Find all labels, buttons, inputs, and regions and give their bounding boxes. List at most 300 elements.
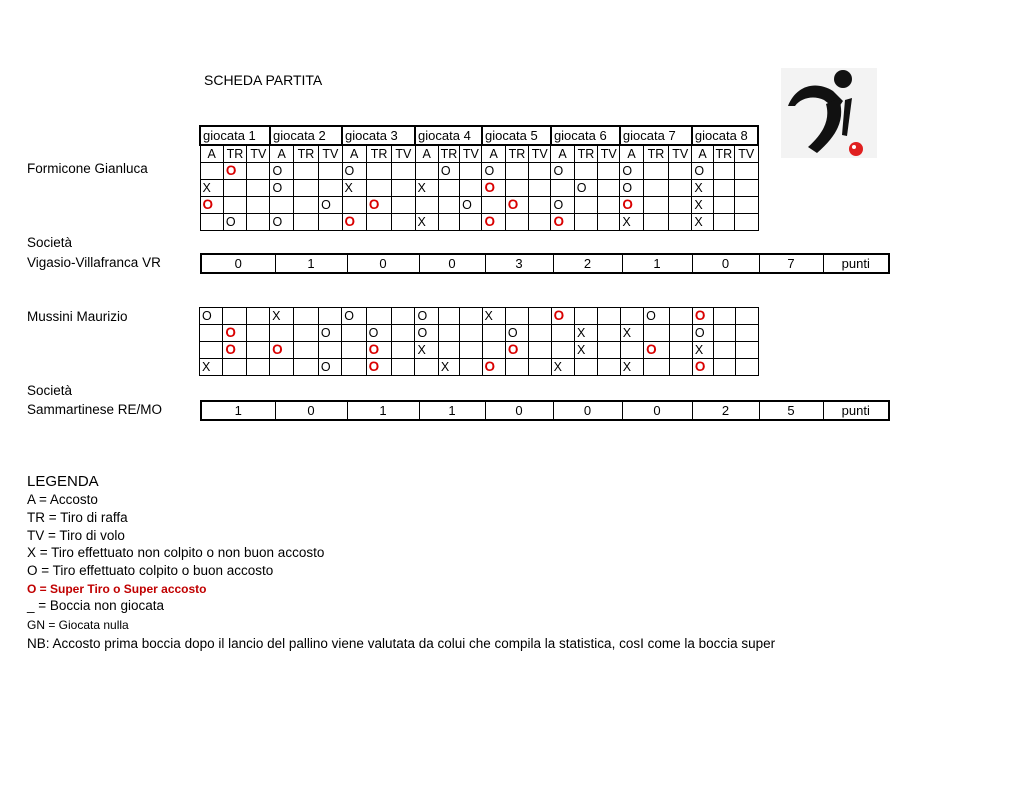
shot-type-header: TR — [366, 145, 391, 163]
shot-cell — [270, 308, 293, 325]
shot-cell — [529, 163, 551, 180]
shot-cell — [200, 197, 223, 214]
shot-cell — [293, 342, 318, 359]
super-mark: O — [202, 197, 214, 212]
shot-cell — [342, 325, 366, 342]
hit-mark: O — [694, 164, 705, 178]
shot-cell — [270, 197, 293, 214]
shot-cell — [714, 308, 735, 325]
shot-cell — [293, 325, 318, 342]
shot-cell — [482, 325, 505, 342]
super-mark: O — [368, 197, 380, 212]
shot-cell — [200, 308, 223, 325]
shot-cell — [366, 214, 391, 231]
game-header: giocata 3 — [342, 126, 415, 145]
game-score: 0 — [201, 254, 275, 273]
shot-type-header: A — [415, 145, 438, 163]
miss-mark: X — [694, 181, 703, 195]
shot-cell — [415, 180, 438, 197]
shot-cell — [460, 308, 482, 325]
shot-cell — [735, 325, 758, 342]
shot-type-header: TV — [598, 145, 620, 163]
shot-cell — [293, 163, 318, 180]
shot-cell — [669, 342, 692, 359]
shot-type-header: TR — [293, 145, 318, 163]
shot-cell — [620, 163, 643, 180]
shot-cell — [735, 163, 758, 180]
hit-mark: O — [344, 164, 355, 178]
miss-mark: X — [344, 181, 353, 195]
shot-cell — [415, 197, 438, 214]
shot-type-header: TV — [460, 145, 482, 163]
shot-cell — [529, 214, 551, 231]
hit-mark: O — [321, 198, 331, 212]
shot-cell — [366, 163, 391, 180]
super-mark: O — [225, 342, 236, 357]
shot-type-header: TV — [735, 145, 758, 163]
legend-note: NB: Accosto prima boccia dopo il lancio del pallino viene valutata da colui che compila la statistica, cosI come la boccia super — [27, 636, 776, 651]
shot-cell — [505, 325, 528, 342]
shot-cell — [598, 180, 620, 197]
shot-cell — [438, 325, 459, 342]
shot-cell — [643, 214, 668, 231]
total-score: 7 — [759, 254, 823, 273]
shot-type-header: TV — [319, 145, 342, 163]
shot-cell — [529, 197, 551, 214]
shot-cell — [366, 359, 391, 376]
shot-type-header: TV — [392, 145, 415, 163]
shot-cell — [482, 342, 505, 359]
super-mark: O — [484, 359, 496, 374]
shot-cell — [392, 197, 415, 214]
shot-cell — [223, 163, 246, 180]
shot-cell — [438, 342, 459, 359]
miss-mark: X — [202, 360, 211, 374]
shot-cell — [669, 163, 692, 180]
miss-mark: X — [694, 343, 704, 357]
shot-type-header: A — [482, 145, 505, 163]
legend-item: TV = Tiro di volo — [27, 528, 125, 543]
shot-cell — [714, 342, 735, 359]
super-mark: O — [553, 214, 564, 229]
game-score: 2 — [553, 254, 622, 273]
shot-cell — [342, 180, 366, 197]
shot-cell — [714, 325, 735, 342]
hit-mark: O — [694, 326, 705, 340]
shot-cell — [247, 214, 270, 231]
shot-type-header: A — [270, 145, 293, 163]
shot-cell — [223, 342, 246, 359]
shot-cell — [460, 214, 482, 231]
shot-cell — [415, 325, 438, 342]
shot-cell — [735, 359, 758, 376]
shot-cell — [366, 325, 391, 342]
page-title: SCHEDA PARTITA — [204, 72, 323, 88]
shot-cell — [575, 342, 598, 359]
shot-cell — [318, 308, 341, 325]
shot-cell — [735, 308, 758, 325]
shot-type-header: TV — [529, 145, 551, 163]
shot-cell — [551, 325, 574, 342]
shot-cell — [318, 342, 341, 359]
shot-cell — [200, 163, 223, 180]
shot-cell — [529, 325, 551, 342]
shot-cell — [692, 325, 713, 342]
shot-cell — [246, 308, 269, 325]
game-header: giocata 8 — [692, 126, 758, 145]
miss-mark: X — [417, 343, 426, 357]
hit-mark: O — [484, 164, 495, 178]
hit-mark: O — [344, 309, 355, 323]
hit-mark: O — [440, 164, 451, 178]
shot-cell — [482, 163, 505, 180]
miss-mark: X — [577, 326, 586, 340]
shot-cell — [270, 163, 293, 180]
shot-cell — [223, 180, 246, 197]
game-score: 0 — [622, 401, 692, 420]
shot-cell — [223, 308, 246, 325]
shot-cell — [620, 342, 643, 359]
game-score: 0 — [347, 254, 419, 273]
player-name: Formicone Gianluca — [27, 161, 148, 176]
shot-cell — [482, 197, 505, 214]
shot-cell — [598, 325, 620, 342]
shot-cell — [505, 214, 528, 231]
shot-cell — [460, 342, 482, 359]
shot-cell — [200, 359, 223, 376]
shot-cell — [574, 163, 597, 180]
shot-cell — [460, 163, 482, 180]
shot-cell — [575, 308, 598, 325]
shot-cell — [415, 342, 438, 359]
shot-cell — [505, 163, 528, 180]
miss-mark: X — [622, 360, 632, 374]
shot-cell — [620, 197, 643, 214]
super-mark: O — [368, 359, 380, 374]
legend-item: O = Tiro effettuato colpito o buon accosto — [27, 563, 274, 578]
shot-cell — [692, 308, 713, 325]
shot-cell — [574, 180, 597, 197]
shot-cell — [392, 308, 415, 325]
society-name: Sammartinese RE/MO — [27, 402, 163, 417]
score-row — [200, 400, 890, 421]
shot-cell — [505, 197, 528, 214]
shot-type-header: A — [692, 145, 713, 163]
shot-cell — [692, 214, 713, 231]
shot-cell — [342, 163, 366, 180]
miss-mark: X — [202, 181, 211, 195]
hit-mark: O — [553, 198, 564, 212]
shot-cell — [482, 180, 505, 197]
shot-cell — [293, 359, 318, 376]
super-mark: O — [272, 342, 283, 357]
shot-cell — [460, 180, 482, 197]
shot-cell — [247, 180, 270, 197]
shot-cell — [620, 308, 643, 325]
shot-cell — [529, 342, 551, 359]
shot-cell — [319, 180, 342, 197]
shot-cell — [293, 180, 318, 197]
shot-cell — [620, 325, 643, 342]
shot-cell — [574, 197, 597, 214]
shot-cell — [505, 342, 528, 359]
shot-cell — [200, 342, 223, 359]
super-mark: O — [484, 214, 495, 229]
shot-type-header: TV — [669, 145, 692, 163]
shot-cell — [342, 342, 366, 359]
shot-type-header: TR — [643, 145, 668, 163]
shot-cell — [438, 359, 459, 376]
hit-mark: O — [417, 309, 428, 323]
shot-cell — [575, 325, 598, 342]
shot-cell — [598, 342, 620, 359]
shot-cell — [529, 180, 551, 197]
shot-cell — [735, 214, 758, 231]
shot-cell — [438, 308, 459, 325]
shot-cell — [318, 325, 341, 342]
legend-heading: LEGENDA — [27, 473, 99, 490]
shot-cell — [270, 214, 293, 231]
throws-grid — [199, 307, 759, 376]
shot-cell — [505, 180, 528, 197]
total-score: 5 — [759, 401, 823, 420]
shot-cell — [270, 325, 293, 342]
shot-cell — [529, 308, 551, 325]
shot-cell — [438, 180, 459, 197]
shot-cell — [735, 180, 758, 197]
shot-cell — [246, 359, 269, 376]
hit-mark: O — [576, 181, 587, 195]
super-mark: O — [484, 180, 495, 195]
legend-item: X = Tiro effettuato non colpito o non buon accosto — [27, 545, 325, 560]
game-score: 0 — [553, 401, 622, 420]
shot-cell — [692, 163, 713, 180]
shot-cell — [415, 163, 438, 180]
shot-cell — [620, 214, 643, 231]
shot-cell — [713, 180, 734, 197]
super-mark: O — [507, 342, 519, 357]
shot-cell — [247, 197, 270, 214]
shot-cell — [692, 180, 713, 197]
game-score: 0 — [275, 401, 347, 420]
shot-cell — [319, 163, 342, 180]
shot-cell — [270, 342, 293, 359]
shot-cell — [392, 163, 415, 180]
shot-cell — [644, 342, 669, 359]
miss-mark: X — [622, 215, 631, 229]
shot-cell — [643, 180, 668, 197]
miss-mark: X — [694, 198, 703, 212]
shot-cell — [644, 325, 669, 342]
shot-cell — [574, 214, 597, 231]
shot-cell — [460, 197, 482, 214]
shot-cell — [482, 214, 505, 231]
shot-type-header: A — [342, 145, 366, 163]
shot-cell — [713, 163, 734, 180]
shot-type-header: TV — [247, 145, 270, 163]
miss-mark: X — [417, 181, 426, 195]
hit-mark: O — [202, 309, 212, 323]
shot-cell — [223, 359, 246, 376]
shot-cell — [460, 359, 482, 376]
game-header: giocata 2 — [270, 126, 342, 145]
game-score: 1 — [622, 254, 692, 273]
shot-cell — [714, 359, 735, 376]
shot-cell — [692, 342, 713, 359]
hit-mark: O — [320, 360, 331, 374]
shot-type-header: TR — [713, 145, 734, 163]
shot-cell — [366, 197, 391, 214]
shot-cell — [246, 342, 269, 359]
game-score: 0 — [485, 401, 553, 420]
shot-cell — [223, 197, 246, 214]
shot-type-header: TR — [574, 145, 597, 163]
hit-mark: O — [462, 198, 472, 212]
shot-cell — [669, 308, 692, 325]
shot-cell — [366, 180, 391, 197]
society-label: Società — [27, 235, 73, 250]
shot-cell — [293, 214, 318, 231]
shot-cell — [392, 359, 415, 376]
shot-cell — [392, 325, 415, 342]
shot-cell — [293, 197, 318, 214]
hit-mark: O — [622, 181, 633, 195]
hit-mark: O — [272, 181, 283, 195]
shot-cell — [200, 325, 223, 342]
shot-cell — [392, 180, 415, 197]
player-name: Mussini Maurizio — [27, 309, 128, 324]
shot-cell — [644, 359, 669, 376]
miss-mark: X — [440, 360, 450, 374]
shot-cell — [620, 180, 643, 197]
game-header: giocata 1 — [200, 126, 270, 145]
miss-mark: X — [272, 309, 281, 323]
game-header: giocata 4 — [415, 126, 482, 145]
hit-mark: O — [320, 326, 331, 340]
shot-cell — [692, 197, 713, 214]
super-mark: O — [553, 308, 565, 323]
hit-mark: O — [272, 215, 283, 229]
shot-cell — [415, 359, 438, 376]
super-mark: O — [225, 163, 237, 178]
hit-mark: O — [622, 164, 633, 178]
shot-cell — [551, 342, 574, 359]
shot-cell — [482, 308, 505, 325]
shot-cell — [551, 359, 574, 376]
game-score: 1 — [347, 401, 419, 420]
shot-cell — [200, 214, 223, 231]
shot-cell — [505, 308, 528, 325]
game-score: 3 — [485, 254, 553, 273]
shot-cell — [342, 197, 366, 214]
game-score: 2 — [692, 401, 759, 420]
miss-mark: X — [484, 309, 493, 323]
super-mark: O — [622, 197, 633, 212]
throws-grid — [199, 125, 759, 231]
shot-cell — [713, 214, 734, 231]
miss-mark: X — [694, 215, 703, 229]
shot-cell — [529, 359, 551, 376]
shot-cell — [669, 197, 692, 214]
shot-type-header: TR — [438, 145, 459, 163]
shot-cell — [270, 359, 293, 376]
game-header: giocata 7 — [620, 126, 692, 145]
shot-cell — [342, 308, 366, 325]
hit-mark: O — [368, 326, 379, 340]
super-mark: O — [344, 214, 356, 229]
shot-cell — [551, 163, 574, 180]
shot-cell — [318, 359, 341, 376]
bocce-player-icon — [781, 68, 877, 158]
shot-cell — [598, 197, 620, 214]
game-score: 0 — [419, 254, 485, 273]
shot-cell — [551, 197, 574, 214]
shot-cell — [669, 180, 692, 197]
super-mark: O — [694, 308, 706, 323]
shot-cell — [319, 214, 342, 231]
super-mark: O — [646, 342, 657, 357]
shot-cell — [482, 359, 505, 376]
shot-type-header: A — [620, 145, 643, 163]
shot-cell — [505, 359, 528, 376]
game-header: giocata 5 — [482, 126, 551, 145]
shot-cell — [223, 325, 246, 342]
game-score: 0 — [692, 254, 759, 273]
hit-mark: O — [417, 326, 428, 340]
society-name: Vigasio-Villafranca VR — [27, 255, 161, 270]
shot-cell — [293, 308, 318, 325]
society-label: Società — [27, 383, 73, 398]
game-header: giocata 6 — [551, 126, 620, 145]
super-mark: O — [368, 342, 380, 357]
legend-item-super: O = Super Tiro o Super accosto — [27, 582, 207, 596]
shot-cell — [342, 359, 366, 376]
shot-cell — [713, 197, 734, 214]
shot-cell — [598, 163, 620, 180]
shot-cell — [669, 359, 692, 376]
shot-type-header: TR — [505, 145, 528, 163]
shot-cell — [644, 308, 669, 325]
shot-cell — [247, 163, 270, 180]
shot-cell — [575, 359, 598, 376]
super-mark: O — [694, 359, 706, 374]
shot-cell — [692, 359, 713, 376]
shot-cell — [669, 325, 692, 342]
shot-type-header: TR — [223, 145, 246, 163]
shot-cell — [342, 214, 366, 231]
shot-cell — [438, 163, 459, 180]
shot-cell — [415, 308, 438, 325]
shot-cell — [270, 180, 293, 197]
shot-cell — [598, 359, 620, 376]
legend-item: _ = Boccia non giocata — [27, 598, 164, 613]
shot-cell — [366, 342, 391, 359]
points-label: punti — [823, 401, 889, 420]
legend-item: GN = Giocata nulla — [27, 618, 129, 632]
shot-cell — [735, 342, 758, 359]
shot-type-header: A — [551, 145, 574, 163]
shot-cell — [438, 214, 459, 231]
super-mark: O — [225, 325, 236, 340]
shot-cell — [392, 214, 415, 231]
miss-mark: X — [622, 326, 632, 340]
shot-cell — [366, 308, 391, 325]
shot-cell — [392, 342, 415, 359]
shot-type-header: A — [200, 145, 223, 163]
legend-item: TR = Tiro di raffa — [27, 510, 128, 525]
shot-cell — [669, 214, 692, 231]
shot-cell — [319, 197, 342, 214]
